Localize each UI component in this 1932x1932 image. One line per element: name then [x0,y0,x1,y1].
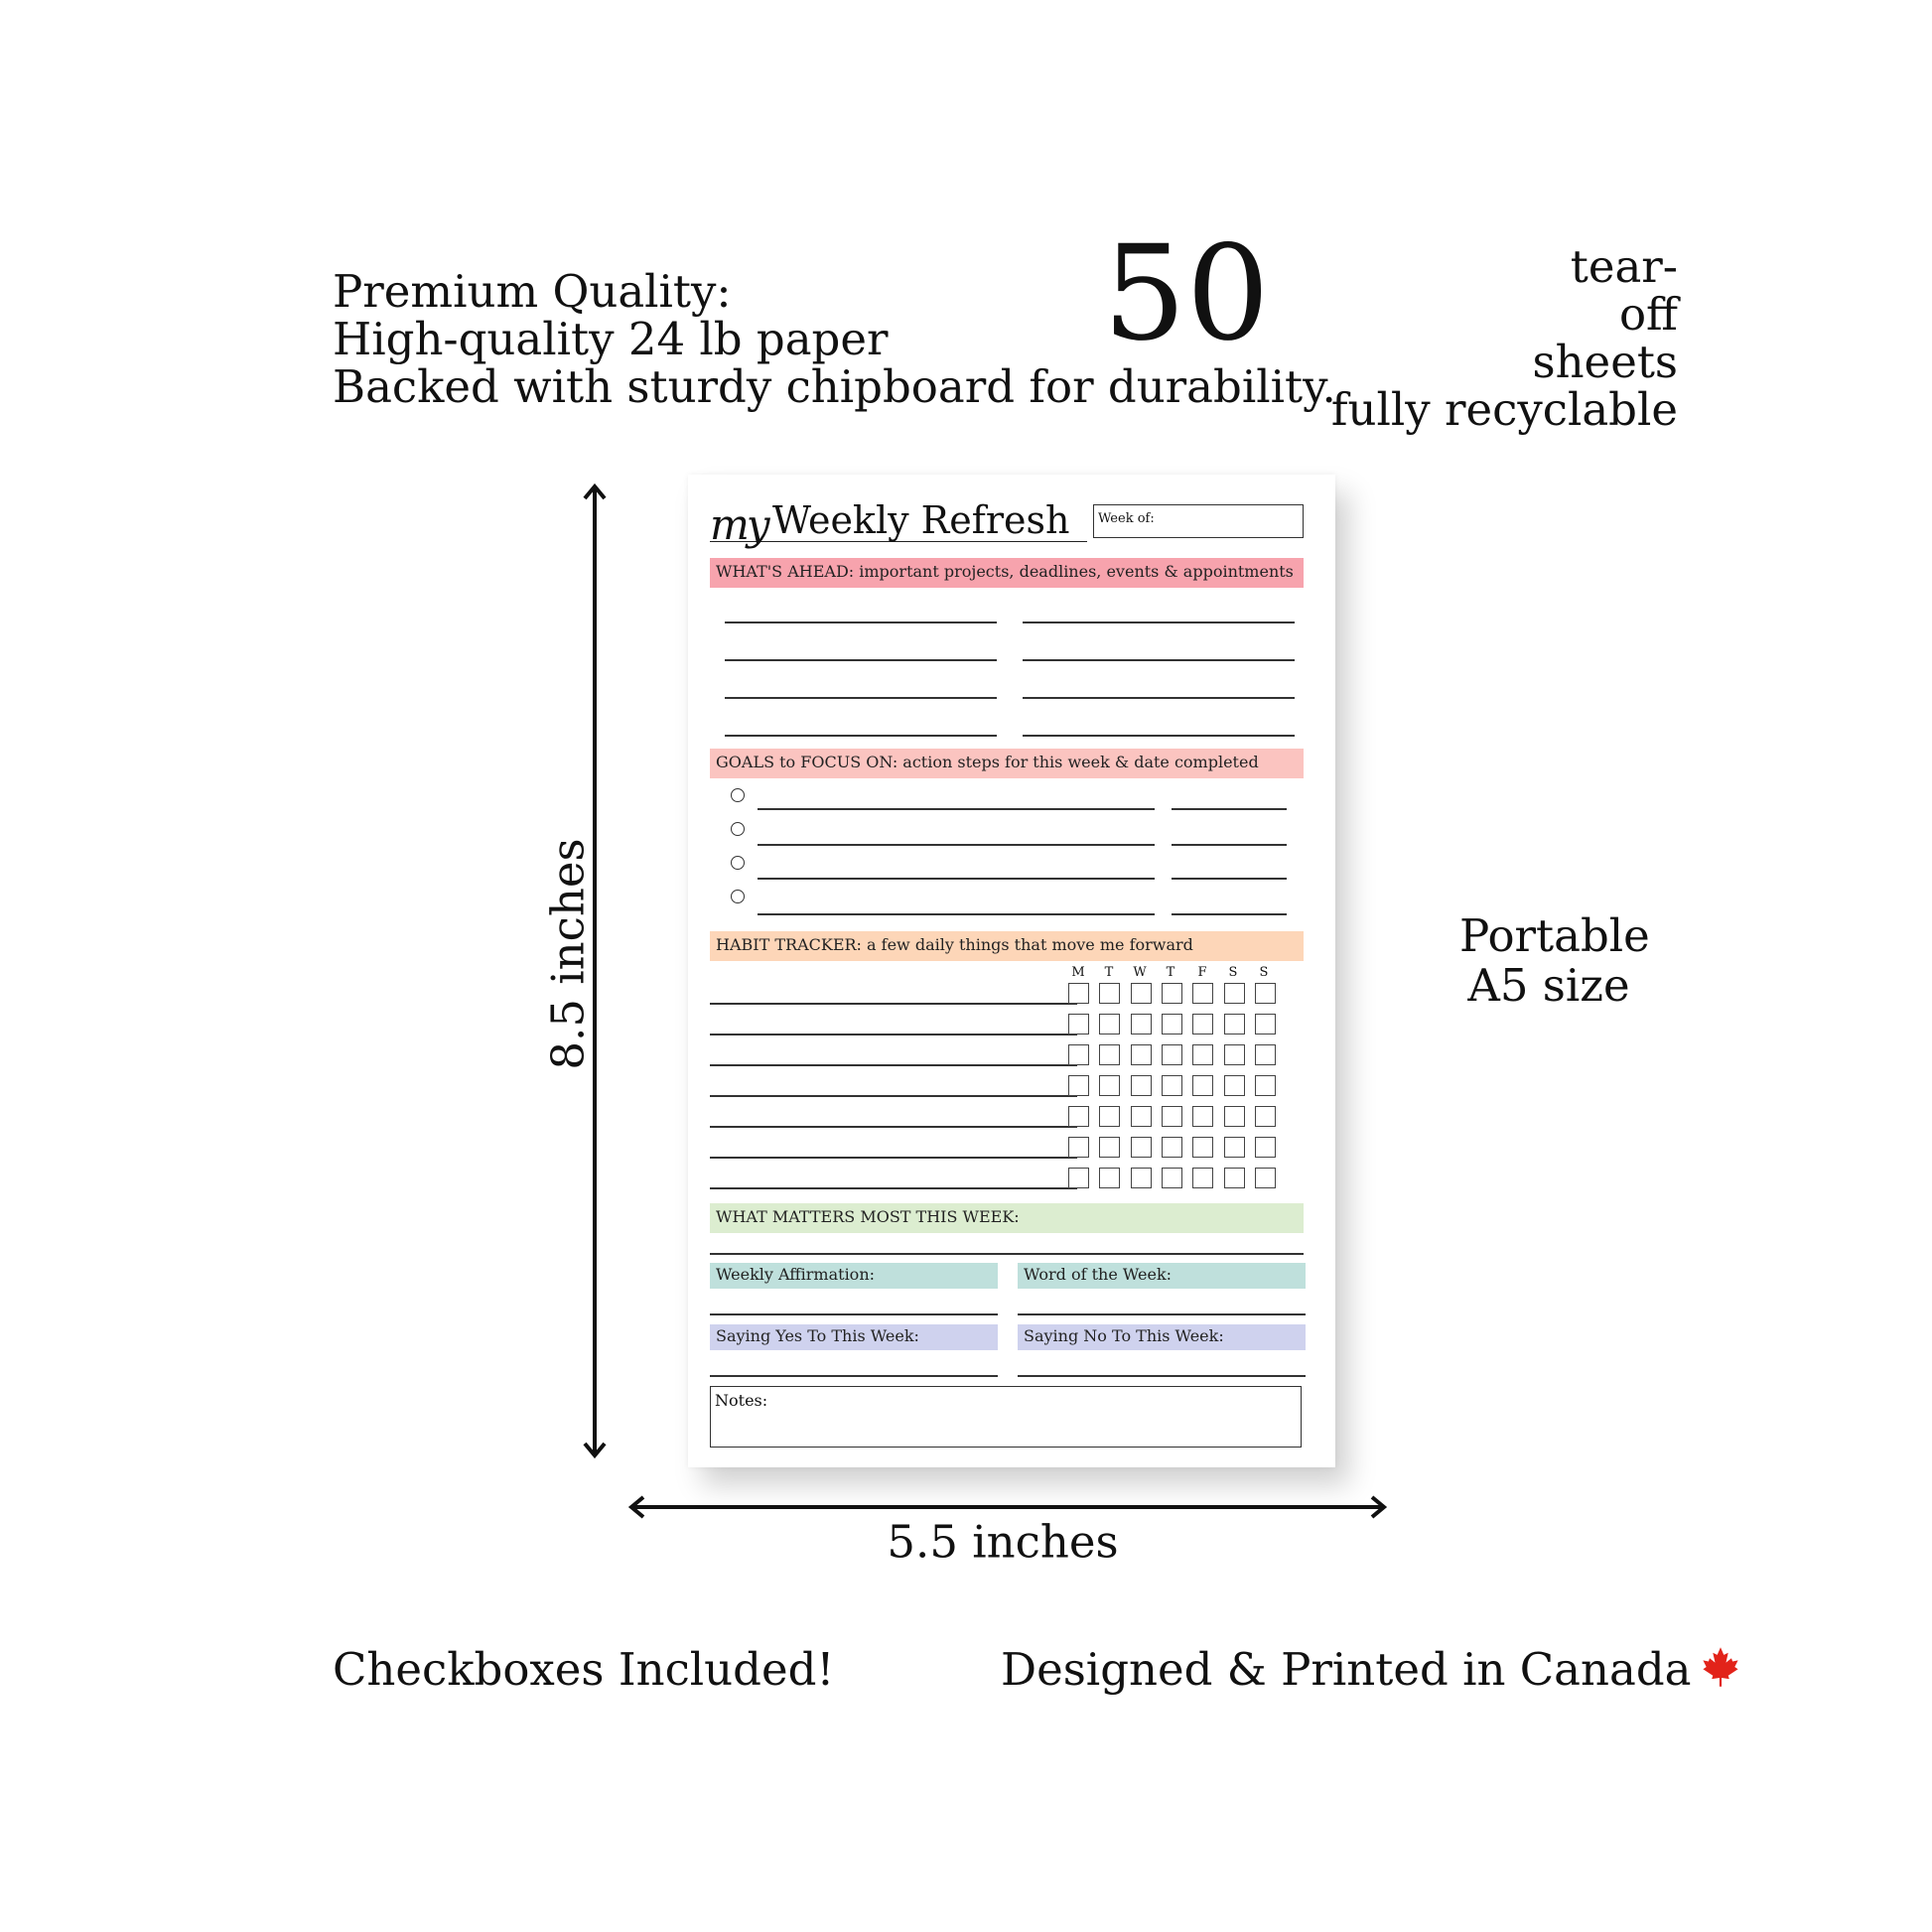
habit-checkbox[interactable] [1224,1137,1245,1158]
day-header: M [1071,965,1085,980]
whats-ahead-heading: WHAT'S AHEAD: [716,562,855,581]
canada-line [1001,1643,1742,1696]
habit-line [710,1034,1077,1035]
habit-checkbox[interactable] [1192,1168,1213,1188]
habit-checkbox[interactable] [1099,1137,1120,1158]
goals-heading: GOALS to FOCUS ON: [716,753,898,771]
quality-line-2: High-quality 24 lb paper [333,313,889,365]
goal-date-line [1172,808,1287,810]
habit-checkbox[interactable] [1162,983,1182,1004]
sheet-label-1: tear-off [1570,240,1678,341]
whats-ahead-band [710,558,1304,588]
no-label: Saying No To This Week: [1024,1326,1224,1345]
quality-line-1: Premium Quality: [333,265,732,318]
habit-checkbox[interactable] [1162,1106,1182,1127]
goal-date-line [1172,913,1287,915]
portable-size [1459,909,1650,1012]
habit-checkbox[interactable] [1068,1075,1089,1096]
habit-checkbox[interactable] [1131,983,1152,1004]
habit-checkbox[interactable] [1068,1106,1089,1127]
word-label: Word of the Week: [1024,1265,1173,1284]
goal-line [758,913,1155,915]
habit-checkbox[interactable] [1192,983,1213,1004]
habit-checkbox[interactable] [1131,1106,1152,1127]
portable-line-1: Portable [1459,909,1650,962]
habit-line [710,1064,1077,1066]
pad-title [710,492,1087,549]
habit-checkbox[interactable] [1192,1044,1213,1065]
habit-checkbox[interactable] [1255,1106,1276,1127]
habit-checkbox[interactable] [1255,1075,1276,1096]
week-of-field: Week of: [1093,504,1304,538]
sheet-count-block [1102,217,1678,436]
day-header: S [1228,965,1238,980]
recyclable-label: fully recyclable [1330,383,1678,436]
goal-date-line [1172,844,1287,846]
notes-label: Notes: [715,1391,768,1410]
maple-leaf-icon [1699,1645,1742,1689]
habit-checkbox[interactable] [1255,1168,1276,1188]
habit-checkbox[interactable] [1224,1075,1245,1096]
goal-date-line [1172,878,1287,880]
habit-checkbox[interactable] [1068,1014,1089,1035]
title-script: my [710,500,767,549]
habit-checkbox[interactable] [1255,1044,1276,1065]
sheet-label-2: sheets [1532,336,1678,388]
habit-checkbox[interactable] [1162,1044,1182,1065]
ahead-line [725,735,997,737]
ahead-line [1023,697,1295,699]
day-header: F [1197,965,1207,980]
habit-checkbox[interactable] [1068,1168,1089,1188]
habit-checkbox[interactable] [1131,1044,1152,1065]
affirmation-line [710,1313,998,1315]
habit-line [710,1126,1077,1128]
ahead-line [1023,735,1295,737]
no-line [1018,1375,1306,1377]
habit-checkbox[interactable] [1131,1168,1152,1188]
habit-checkbox[interactable] [1162,1168,1182,1188]
ahead-line [1023,659,1295,661]
word-band [1018,1263,1306,1289]
habit-checkbox[interactable] [1131,1014,1152,1035]
habit-checkbox[interactable] [1068,983,1089,1004]
habit-line [710,1157,1077,1159]
habit-checkbox[interactable] [1099,1168,1120,1188]
habit-checkbox[interactable] [1099,1106,1120,1127]
habit-checkbox[interactable] [1255,1137,1276,1158]
day-header: W [1133,965,1147,980]
goal-bullet-icon [731,856,745,870]
no-band [1018,1324,1306,1350]
yes-line [710,1375,998,1377]
goals-sub: action steps for this week & date completed [902,753,1259,771]
goal-bullet-icon [731,788,745,802]
sheet-count: 50 [1102,217,1270,370]
yes-band [710,1324,998,1350]
habit-checkbox[interactable] [1099,983,1120,1004]
habit-checkbox[interactable] [1224,1168,1245,1188]
habit-checkbox[interactable] [1068,1137,1089,1158]
habit-line [710,1187,1077,1189]
day-header: S [1259,965,1269,980]
goal-line [758,878,1155,880]
matters-heading: WHAT MATTERS MOST THIS WEEK: [716,1207,1020,1226]
habit-checkbox[interactable] [1224,1106,1245,1127]
habit-checkbox[interactable] [1192,1137,1213,1158]
affirmation-label: Weekly Affirmation: [716,1265,876,1284]
habit-checkbox[interactable] [1068,1044,1089,1065]
portable-line-2: A5 size [1467,959,1630,1012]
habit-checkbox[interactable] [1224,1014,1245,1035]
canada-text: Designed & Printed in Canada [1001,1643,1692,1696]
ahead-line [725,697,997,699]
affirmation-band [710,1263,998,1289]
ahead-line [725,659,997,661]
notes-box [710,1386,1302,1448]
goal-bullet-icon [731,822,745,836]
habit-checkbox[interactable] [1192,1014,1213,1035]
planner-pad [688,475,1335,1467]
goal-line [758,808,1155,810]
width-label: 5.5 inches [887,1515,1119,1569]
habit-band [710,931,1304,961]
habit-sub: a few daily things that move me forward [867,935,1193,954]
checkboxes-included: Checkboxes Included! [333,1643,835,1696]
yes-label: Saying Yes To This Week: [716,1326,919,1345]
goals-band [710,749,1304,778]
habit-checkbox[interactable] [1099,1044,1120,1065]
day-header: T [1166,965,1175,980]
matters-band [710,1203,1304,1233]
habit-checkbox[interactable] [1192,1075,1213,1096]
habit-checkbox[interactable] [1224,983,1245,1004]
word-line [1018,1313,1306,1315]
habit-line [710,1095,1077,1097]
habit-checkbox[interactable] [1162,1075,1182,1096]
habit-checkbox[interactable] [1224,1044,1245,1065]
habit-checkbox[interactable] [1192,1106,1213,1127]
matters-line [710,1253,1304,1255]
whats-ahead-sub: important projects, deadlines, events & appointments [859,562,1294,581]
habit-checkbox[interactable] [1162,1137,1182,1158]
habit-checkbox[interactable] [1162,1014,1182,1035]
goal-line [758,844,1155,846]
height-label: 8.5 inches [541,838,595,1070]
ahead-line [1023,621,1295,623]
habit-line [710,1003,1077,1005]
habit-heading: HABIT TRACKER: [716,935,862,954]
goal-bullet-icon [731,890,745,903]
habit-checkbox[interactable] [1255,983,1276,1004]
habit-checkbox[interactable] [1131,1137,1152,1158]
habit-checkbox[interactable] [1131,1075,1152,1096]
quality-line-3: Backed with sturdy chipboard for durability. [333,360,1336,413]
habit-checkbox[interactable] [1099,1075,1120,1096]
habit-checkbox[interactable] [1099,1014,1120,1035]
ahead-line [725,621,997,623]
title-text: Weekly Refresh [772,498,1070,542]
habit-checkbox[interactable] [1255,1014,1276,1035]
day-header: T [1104,965,1114,980]
